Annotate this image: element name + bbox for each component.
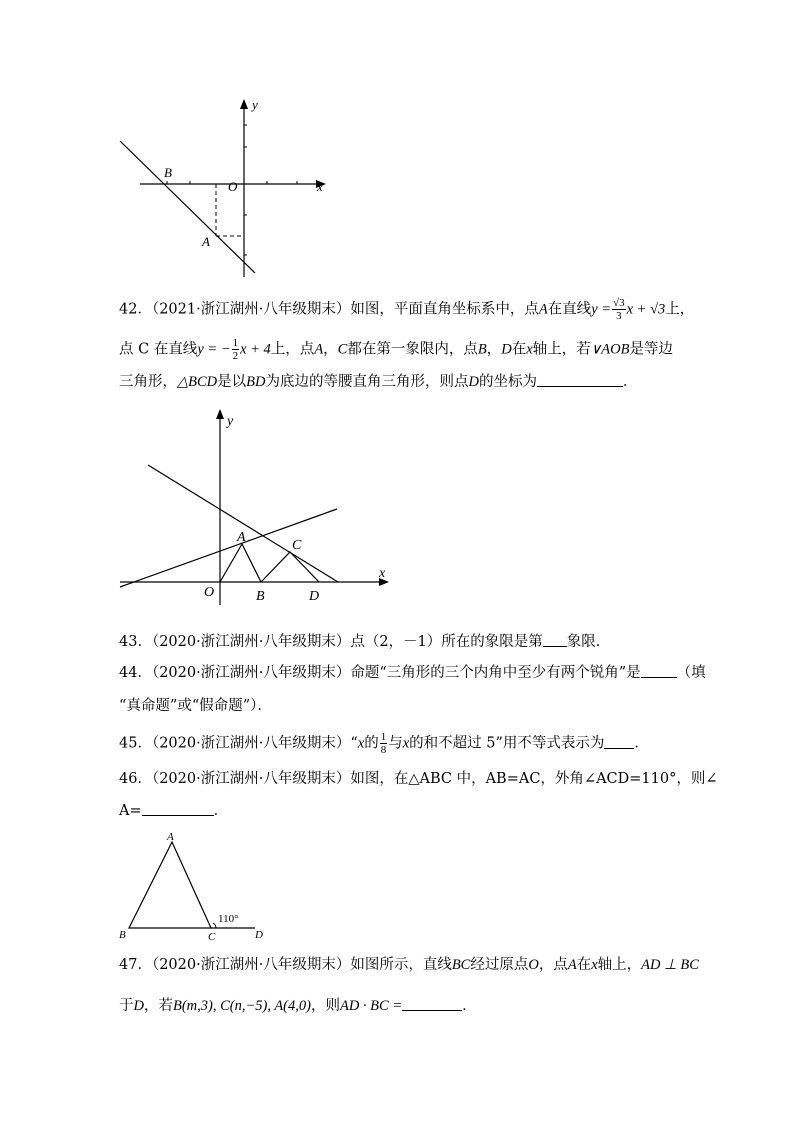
fig41-label-x: x [317,179,323,194]
q42-text: 上，点 [270,341,315,358]
q42-var: A [538,301,548,318]
q42-number: 42． [119,301,152,318]
q45-text: 与 [388,735,403,752]
q46-source: （2020·浙江湖州·八年级期末） [151,771,351,787]
question-43 [119,632,679,652]
q42-text: ， [323,341,338,358]
fig41-label-o: O [228,179,238,194]
q44-text: 命题“三角形的三个内角中至少有两个锐角”是 [350,665,641,681]
q47-number: 47． [119,957,152,973]
q43-source: （2020·浙江湖州·八年级期末） [151,634,351,650]
q42-text: 都在第一象限内，点 [347,341,478,358]
q45-source: （2020·浙江湖州·八年级期末） [151,735,351,752]
q47-var: BC [451,957,471,973]
q46-number: 46． [119,771,152,787]
q45-number: 45． [119,735,152,752]
q47-expr: AD ⊥ BC [641,957,699,973]
answer-blank[interactable] [543,632,567,647]
fig41-label-a: A [202,234,210,249]
q47-text: ，点 [538,957,568,973]
q42-text: 在 [511,341,527,358]
q45-text: 的和不超过 5”用不等式表示为 [409,735,605,752]
q42-var: B [477,341,487,358]
q47-var: D [133,998,144,1014]
q46-text: A= [119,803,142,819]
q47-expr: B(m,3), C(n,−5), A(4,0) [172,998,311,1014]
q42-eq1-rest: x + √3 [626,301,666,318]
figure-q41 [110,95,340,280]
question-46 [119,769,718,789]
q42-eq2-rest: x + 4 [240,341,271,358]
q42-text: 点 C 在直线 [119,341,198,358]
q47-text: 经过原点 [470,957,529,973]
q42-var: A [314,341,324,358]
fig42-label-c: C [292,538,302,553]
fig46-label-d: D [255,929,263,941]
q47-var: A [567,957,577,973]
q42-eq2: y = − [197,341,231,358]
figure-q42 [115,405,395,605]
q47-text: 如图所示，直线 [350,957,452,973]
q42-text: 为底边的等腰直角三角形，则点 [265,374,469,390]
figure-q46 [115,828,275,943]
q45-text: 的 [364,735,379,752]
question-42-line2 [119,337,679,362]
fig42-label-b: B [256,589,265,604]
q42-var: C [337,341,348,358]
q47-text: ，若 [143,998,173,1014]
q42-eq2-fraction: $\frac{1}{2}$ [232,337,239,362]
q45-text: “ [350,735,358,752]
q42-text: 三角形， [119,374,177,390]
fig46-angle-label: 110° [218,913,239,925]
q42-text: ． [622,374,638,390]
q46-text: 如图，在△ABC 中，AB=AC，外角∠ACD=110°，则∠ [350,771,718,787]
q42-eq1: y = [591,301,612,318]
fig42-label-o: O [204,585,215,600]
question-47-line2 [119,996,679,1016]
q42-var: ∨AOB [590,341,630,358]
q45-var: x [357,735,365,752]
q42-text: ， [486,341,502,358]
q47-text: ． [462,998,477,1014]
q47-text: 于 [119,998,134,1014]
question-44-line2 [119,696,679,716]
q45-fraction: $\frac{1}{8}$ [380,731,387,756]
fig42-label-x: x [379,566,386,581]
fig46-label-c: C [208,931,216,943]
q42-var: BD [246,374,266,390]
q46-text: ． [213,803,229,819]
q47-source: （2020·浙江湖州·八年级期末） [151,957,351,973]
q47-var: O [528,957,539,973]
q44-source: （2020·浙江湖州·八年级期末） [151,665,351,681]
q45-text: ． [634,735,649,752]
q44-number: 44． [119,665,152,681]
fig41-label-y: y [252,97,258,112]
q42-var: D [468,374,479,390]
q42-var: △BCD [177,374,218,390]
q44-text: “真命题”或“假命题”）． [119,698,272,714]
q42-eq1-fraction: $\frac{√3}{3}$ [613,297,625,322]
q42-text: 轴上，若 [532,341,591,358]
fig41-label-b: B [164,165,172,180]
fig42-label-d: D [309,589,320,604]
fig46-label-b: B [119,929,126,941]
q42-source: （2021·浙江湖州·八年级期末） [151,301,351,318]
question-44 [119,663,706,683]
q47-text: ，则 [310,998,340,1014]
question-45 [119,731,679,756]
q42-var: x [526,341,533,358]
q47-text: 轴上， [597,957,642,973]
q42-text: 在直线 [547,301,592,318]
q45-var: x [402,735,410,752]
fig42-label-a: A [237,530,246,545]
q42-text: 如图，平面直角坐标系中，点 [350,301,539,318]
fig46-label-a: A [167,831,174,843]
question-42-line3 [119,372,679,392]
answer-blank[interactable] [402,996,462,1011]
q42-var: D [501,341,512,358]
answer-blank[interactable] [604,734,634,749]
q44-text: （填 [676,665,706,681]
q43-text: 点（2，－1）所在的象限是第 [350,634,543,650]
q42-text: 是以 [217,374,247,390]
q42-text: 是等边 [629,341,673,358]
fig42-label-y: y [227,414,234,429]
question-46-line2 [119,801,679,821]
answer-blank[interactable] [641,663,677,678]
question-47 [119,955,699,975]
answer-blank[interactable] [537,372,623,387]
q47-expr: AD · BC = [339,998,403,1014]
question-42 [119,297,695,322]
answer-blank[interactable] [142,801,214,816]
q43-number: 43． [119,634,152,650]
q42-text: 的坐标为 [478,374,537,390]
q42-text: 上， [665,301,695,318]
q47-text: 在 [576,957,592,973]
q43-text: 象限． [566,634,611,650]
q47-var: x [591,957,598,973]
